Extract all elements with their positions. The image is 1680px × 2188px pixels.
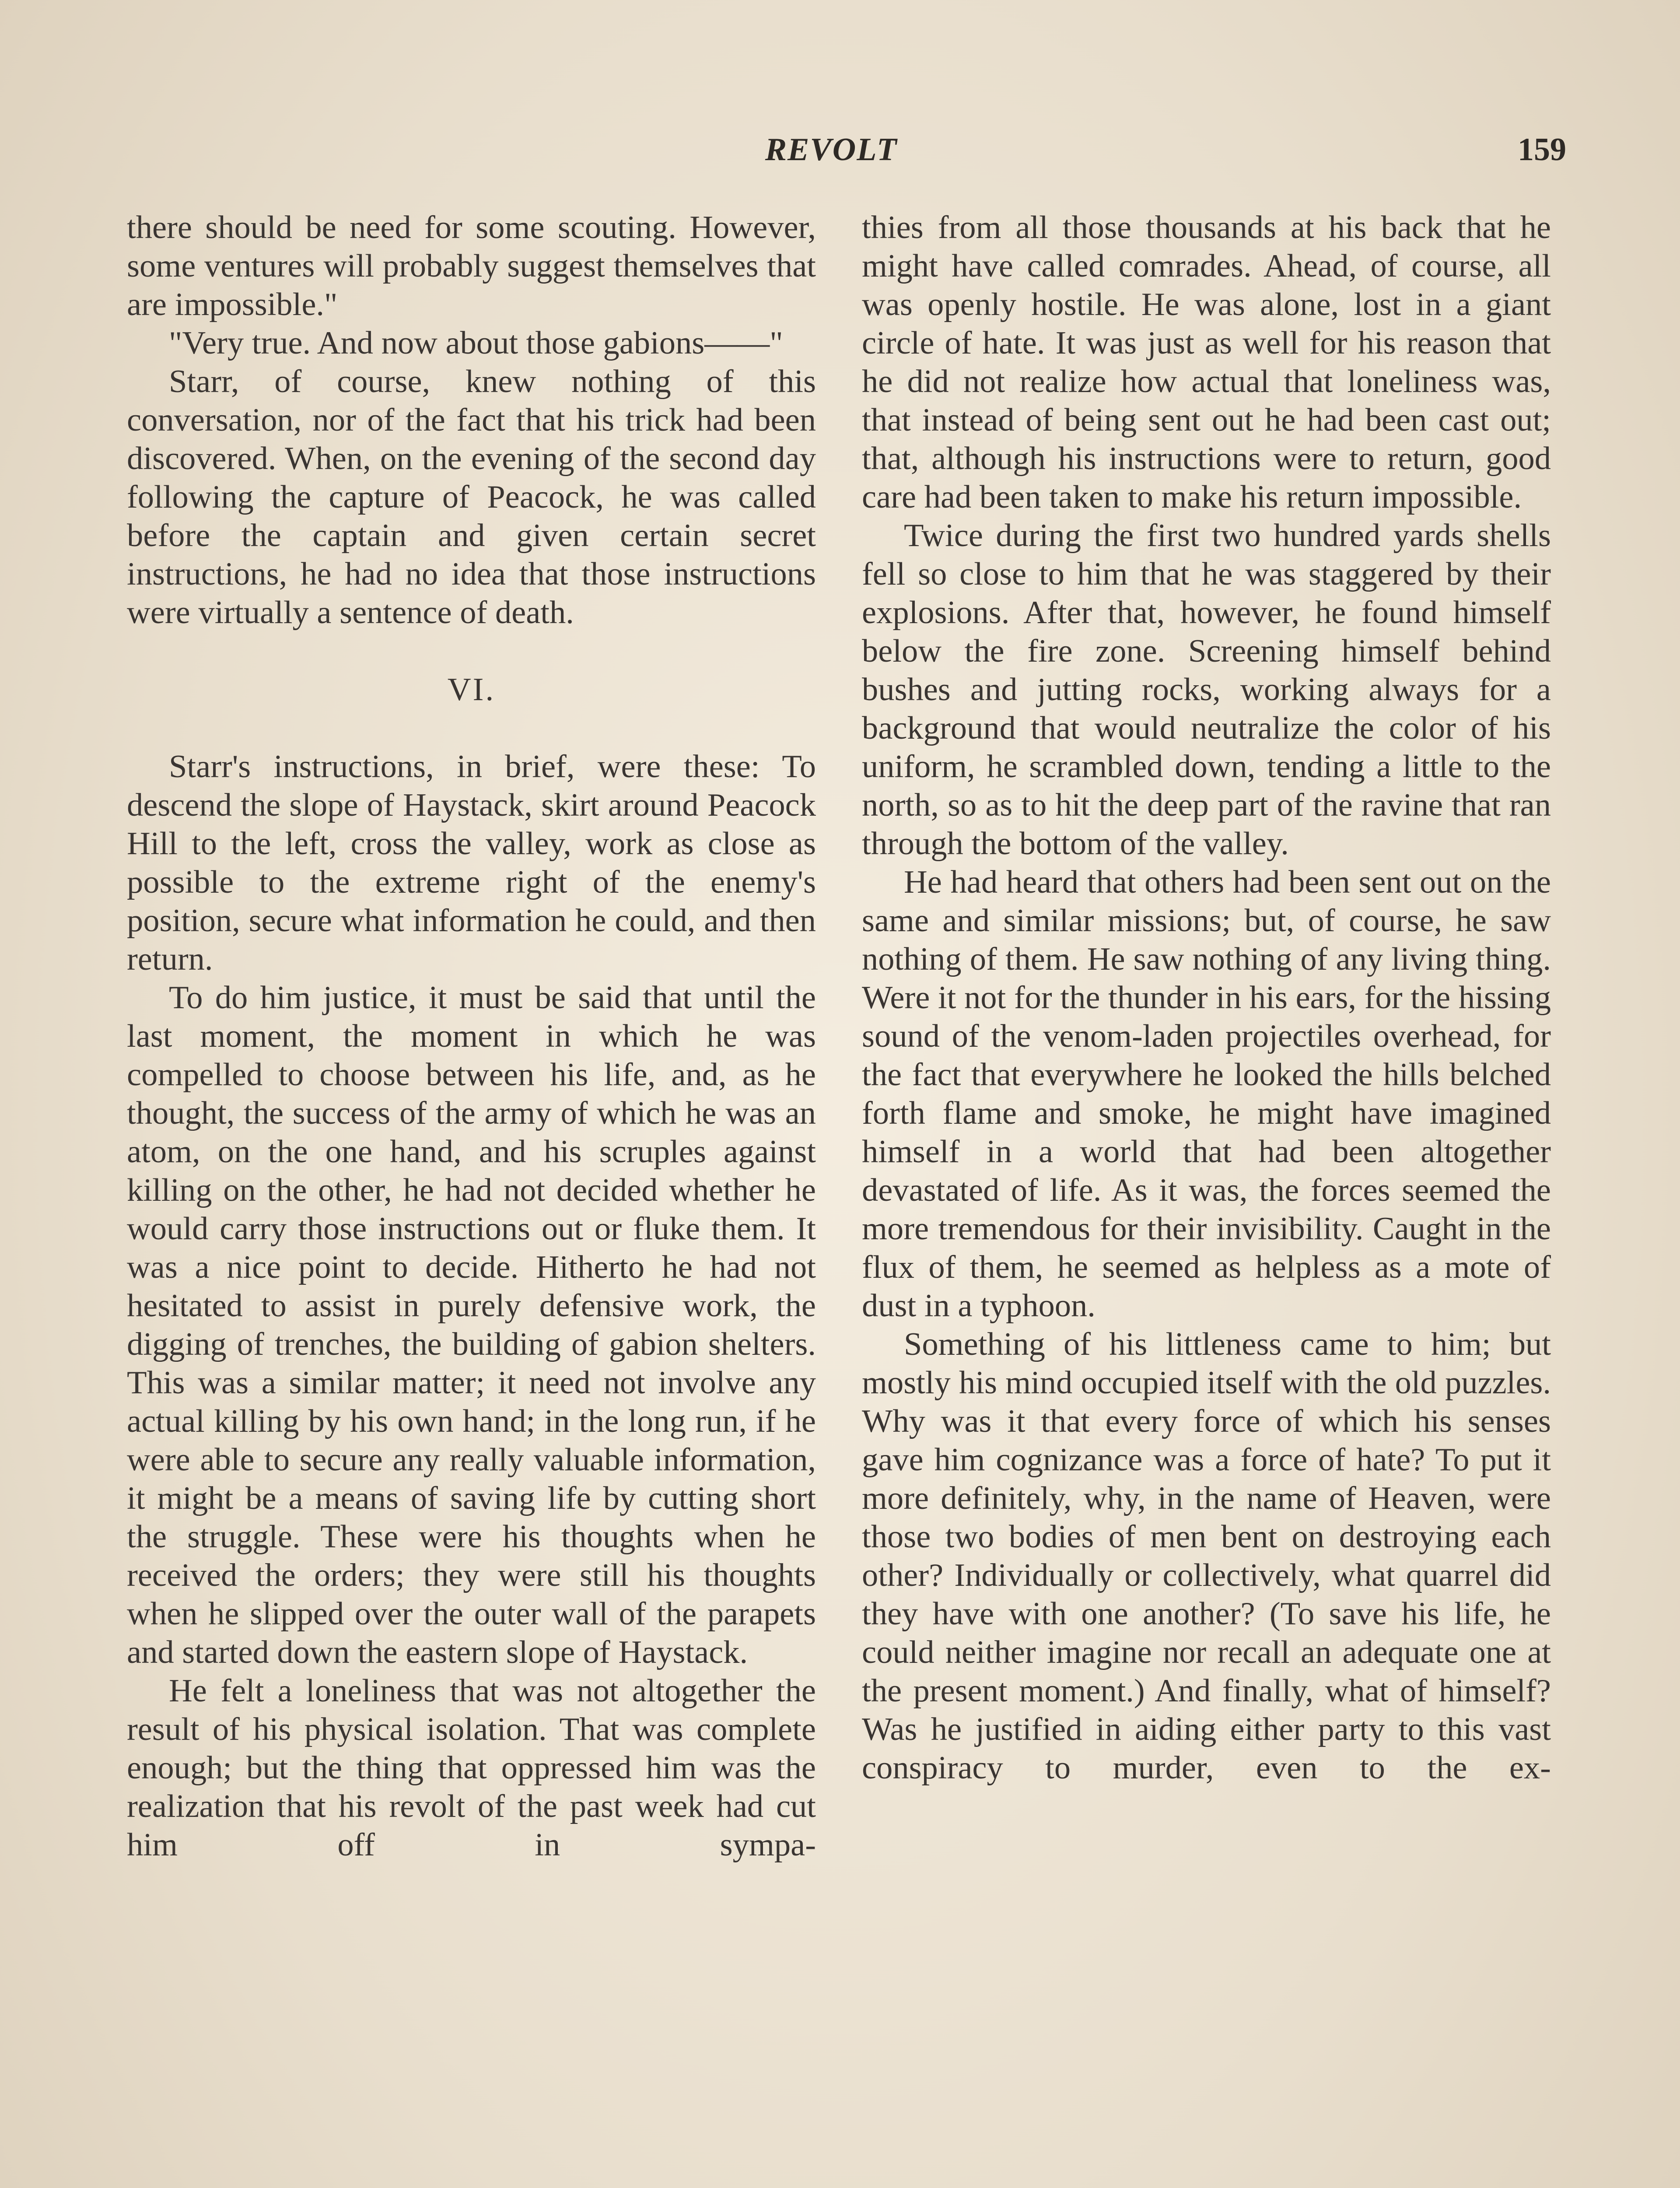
running-header <box>0 131 1680 179</box>
paragraph: Starr's instructions, in brief, were these: To descend the slope of Haystack, skirt around Peacock Hill to the left, cross the valley, work as close as possible to the extreme right of the enemy's position, secure what information he could, and then return. <box>127 749 816 977</box>
paragraph: Twice during the first two hundred yards shells fell so close to him that he was staggered by their explosions. After that, however, he found himself below the fire zone. Screening himself behind bushes and jutting rocks, working always for a background that would neutralize the color of his uniform, he scrambled down, tending a little to the north, so as to hit the deep part of the ravine that ran through the bottom of the valley. <box>862 518 1551 862</box>
paragraph: "Very true. And now about those gabions——" <box>169 325 783 361</box>
right-column <box>862 208 1551 1787</box>
left-column <box>127 208 816 1864</box>
paragraph: Starr, of course, knew nothing of this conversation, nor of the fact that his trick had been discovered. When, on the evening of the second day following the capture of Peacock, he was called before the captain and given certain secret instructions, he had no idea that those instructions were virtually a sentence of death. <box>127 364 816 631</box>
paragraph: there should be need for some scouting. However, some ventures will probably suggest themselves that are impossible." <box>127 210 816 323</box>
paragraph: He had heard that others had been sent out on the same and similar missions; but, of course, he saw nothing of them. He saw nothing of any living thing. Were it not for the thunder in his ears, for the hissing sound of the venom-laden projectiles overhead, for the fact that everywhere he looked the hills belched forth flame and smoke, he might have imagined himself in a world that had been altogether devastated of life. As it was, the forces seemed the more tremendous for their invisibility. Caught in the flux of them, he seemed as helpless as a mote of dust in a typhoon. <box>862 864 1551 1324</box>
paragraph: Something of his littleness came to him; but mostly his mind occupied itself with the old puzzles. Why was it that every force of which his senses gave him cognizance was a force of hate? To put it more definitely, why, in the name of Heaven, were those two bodies of men bent on destroying each other? Individually or collectively, what quarrel did they have with one another? (To save his life, he could neither imagine nor recall an adequate one at the present moment.) And finally, what of himself? Was he justified in aiding either party to this vast conspiracy to murder, even to the ex- <box>862 1326 1551 1786</box>
paragraph: He felt a loneliness that was not altogether the result of his physical isolation. That was complete enough; but the thing that oppressed him was the realization that his revolt of the past week had cut him off in sympa- <box>127 1673 816 1863</box>
paragraph: To do him justice, it must be said that until the last moment, the moment in which he was compelled to choose between his life, and, as he thought, the success of the army of which he was an atom, on the one hand, and his scruples against killing on the other, he had not decided whether he would carry those instructions out or fluke them. It was a nice point to decide. Hitherto he had not hesitated to assist in purely defensive work, the digging of trenches, the building of gabion shelters. This was a similar matter; it need not involve any actual killing by his own hand; in the long run, if he were able to secure any really valuable information, it might be a means of saving life by cutting short the struggle. These were his thoughts when he received the orders; they were still his thoughts when he slipped over the outer wall of the parapets and started down the eastern slope of Haystack. <box>127 980 816 1670</box>
running-title: REVOLT <box>765 132 898 168</box>
section-heading: VI. <box>447 672 496 708</box>
paragraph: thies from all those thousands at his back that he might have called comrades. Ahead, of course, all was openly hostile. He was alone, lost in a giant circle of hate. It was just as well for his reason that he did not realize how actual that loneliness was, that instead of being sent out he had been cast out; that, although his instructions were to return, good care had been taken to make his return impossible. <box>862 210 1551 515</box>
page-number: 159 <box>1518 132 1566 168</box>
